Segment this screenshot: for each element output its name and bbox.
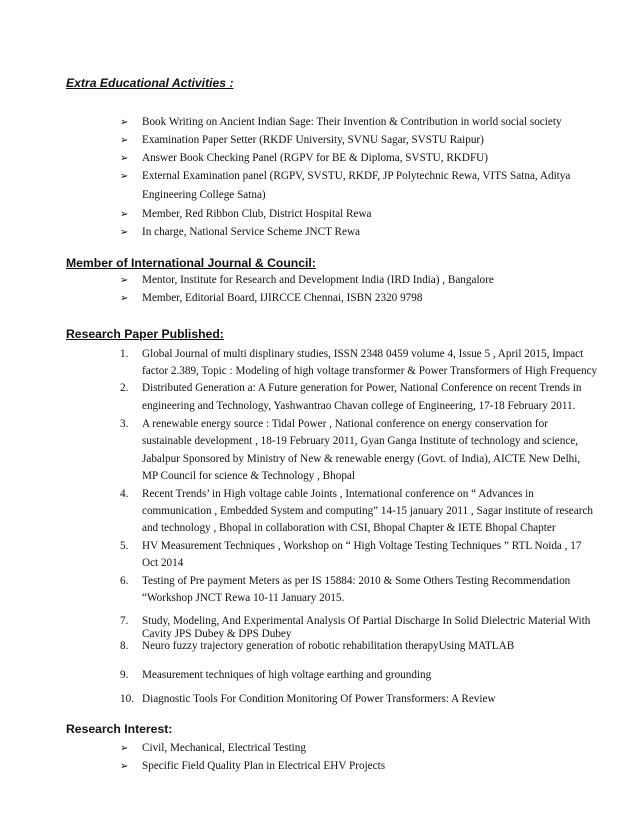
- paper-item-line: sustainable development , 18-19 February 2011, Gyan Ganga Institute of technology and science,: [142, 435, 579, 447]
- resume-page: Extra Educational Activities : ➢ Book Writing on Ancient Indian Sage: Their Invention & Contribution in world social society ➢ Examination Paper Setter (RKDF University, SVNU Sagar, SVSTU Raipur) ➢ Answer Book Checking Panel (RGPV for BE & Diploma, SVSTU, RKDFU) ➢ External Examination panel (RGPV, SVSTU, RKDF, JP Polytechnic Rewa, VITS Satna, Aditya Engineering College Satna) ➢ Member, Red Ribbon Club, District Hospital Rewa ➢ In charge, National Service Scheme JNCT Rewa Member of International Journal & Council: ➢ Mentor, Institute for Research and Development India (IRD India) , Bangalore ➢ Member, Editorial Board, IJIRCCE Chennai, ISBN 2320 9798 Research Paper Published: 1. Global Journal of multi displinary studies, ISSN 2348 0459 volume 4, Issue 5 , April 2015, Impact factor 2.389, Topic : Modeling of high voltage transformer & Power Transformers of High Frequency 2. Distributed Generation a: A Future generation for Power, National Conference on recent Trends in engineering and Technology, Yashwantrao Chavan college of Engineering, 17-18 February 2011. 3. A renewable energy source : Tidal Power , National conference on energy conservation for sustainable development , 18-19 February 2011, Gyan Ganga Institute of technology and science, Jabalpur Sponsored by Ministry of New & renewable energy (Govt. of India), AICTE New Delhi, MP Council for science & Technology , Bhopal 4. Recent Trends’ in High voltage cable Joints , International conference on “ Advances in communication , Embedded System and computing” 14-15 january 2011 , Sagar institute of research and technology , Bhopal in collaboration with CSI, Bhopal Chapter & IETE Bhopal Chapter 5. HV Measurement Techniques , Workshop on “ High Voltage Testing Techniques ” RTL Noida , 17 Oct 2014 6. Testing of Pre payment Meters as per IS 15884: 2010 & Some Others Testing Recommendation “Workshop JNCT Rewa 10-11 January 2015. 7. Study, Modeling, And Experimental Analysis Of Partial Discharge In Solid Dielectric Material With Cavity JPS Dubey & DPS Dubey 8. Neuro fuzzy trajectory generation of robotic rehabilitation therapyUsing MATLAB 9. Measurement techniques of high voltage earthing and grounding 10. Diagnostic Tools For Condition Monitoring Of Power Transformers: A Review Research Interest: ➢ Civil, Mechanical, Electrical Testing ➢ Specific Field Quality Plan in Electrical EHV Projects: [0, 0, 638, 826]
- paper-item-line: and technology , Bhopal in collaboration with CSI, Bhopal Chapter & IETE Bhopal Chapter: [142, 522, 556, 534]
- arrow-bullet-icon: ➢: [120, 135, 129, 146]
- paper-item-line: communication , Embedded System and computing” 14-15 january 2011 , Sagar institute of research: [142, 505, 594, 517]
- journal-council-heading: Member of International Journal & Council:: [66, 256, 316, 270]
- list-item-continuation: Engineering College Satna): [142, 189, 266, 201]
- arrow-bullet-icon: ➢: [120, 275, 129, 286]
- research-interest-heading: Research Interest:: [66, 722, 173, 736]
- arrow-bullet-icon: ➢: [120, 153, 129, 164]
- arrow-bullet-icon: ➢: [120, 293, 129, 304]
- paper-item-line: “Workshop JNCT Rewa 10-11 January 2015.: [142, 592, 345, 604]
- research-papers-heading: Research Paper Published:: [66, 327, 224, 341]
- arrow-bullet-icon: ➢: [120, 227, 129, 238]
- arrow-bullet-icon: ➢: [120, 761, 129, 772]
- arrow-bullet-icon: ➢: [120, 117, 129, 128]
- paper-item-line: Cavity JPS Dubey & DPS Dubey: [142, 628, 292, 640]
- paper-item-line: Jabalpur Sponsored by Ministry of New & renewable energy (Govt. of India), AICTE New Delhi,: [142, 453, 581, 465]
- paper-item-line: MP Council for science & Technology , Bhopal: [142, 470, 355, 482]
- arrow-bullet-icon: ➢: [120, 171, 129, 182]
- paper-item-line: Oct 2014: [142, 557, 184, 569]
- paper-item-line: engineering and Technology, Yashwantrao Chavan college of Engineering, 17-18 February 2011.: [142, 400, 576, 412]
- paper-item-line: factor 2.389, Topic : Modeling of high voltage transformer & Power Transformers of High Frequency: [142, 365, 598, 377]
- arrow-bullet-icon: ➢: [120, 743, 129, 754]
- arrow-bullet-icon: ➢: [120, 209, 129, 220]
- extra-activities-heading: Extra Educational Activities :: [66, 76, 234, 90]
